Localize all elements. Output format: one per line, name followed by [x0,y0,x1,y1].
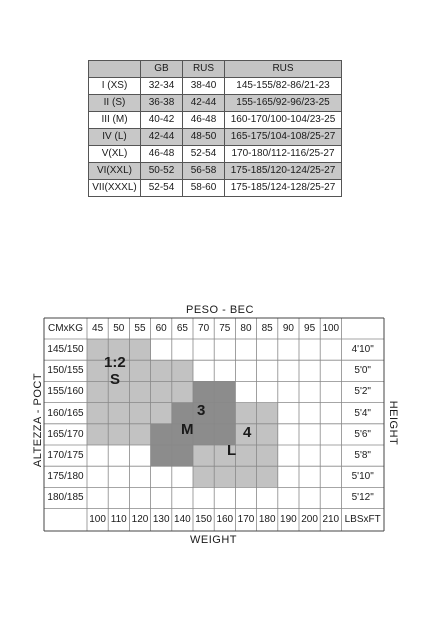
size-cell: V(XL) [89,146,141,163]
zone-m-area [214,381,235,402]
dims-cell: 175-185/124-128/25-27 [225,180,342,197]
kg-tick-label: 50 [113,323,125,334]
cm-tick-label: 145/150 [47,344,84,355]
zone-l-area [235,466,256,487]
ft-tick-label: 5'4" [354,407,371,419]
kg-tick-label: 70 [198,323,210,334]
zone-m-letter: M [181,421,194,438]
cm-tick-label: 155/160 [47,386,84,398]
dims-cell: 165-175/104-108/25-27 [225,129,342,146]
zone-m-area [193,424,214,445]
zone-m-area [172,445,193,466]
lbs-tick-label: 100 [89,513,106,525]
dims-cell: 175-185/120-124/25-27 [225,163,342,180]
chart-top-title: PESO - BEC [186,304,254,316]
size-cell: VI(XXL) [89,163,141,180]
zone-l-area [214,466,235,487]
size-cell: II (S) [89,95,141,112]
kg-tick-label: 55 [134,323,146,334]
lbs-tick-label: 140 [174,513,191,525]
zone-s-area [129,403,150,424]
zone-l-area [257,403,278,424]
rus-cell: 52-54 [183,146,225,163]
zone-l-area [257,466,278,487]
ft-tick-label: 5'6" [354,428,371,440]
chart-right-title: HEIGHT [387,400,399,446]
dims-cell: 160-170/100-104/23-25 [225,112,342,129]
gb-cell: 46-48 [141,146,183,163]
zone-m-area [193,381,214,402]
ft-tick-label: 5'10" [351,471,374,483]
zone-s-area [151,360,172,381]
kg-tick-label: 45 [92,323,104,334]
zone-s-area [129,381,150,402]
zone-s-number: 1:2 [104,354,126,371]
zone-s-area [108,424,129,445]
gb-cell: 40-42 [141,112,183,129]
gb-cell: 36-38 [141,95,183,112]
lbs-tick-label: 110 [110,513,127,525]
kg-tick-label: 65 [176,323,188,334]
zone-s-area [87,381,108,402]
cm-tick-label: 150/155 [47,365,84,377]
size-cell: I (XS) [89,78,141,95]
zone-s-letter: S [110,371,121,388]
kg-tick-label: 85 [261,323,273,334]
ft-tick-label: 5'12" [351,492,374,504]
kg-tick-label: 100 [322,323,340,334]
cm-tick-label: 180/185 [47,492,84,504]
zone-s-area [172,381,193,402]
kg-tick-label: 60 [155,323,167,334]
ft-tick-label: 5'0" [354,365,371,377]
rus-cell: 56-58 [183,163,225,180]
size-cell: VII(XXXL) [89,180,141,197]
zone-l-area [193,466,214,487]
zone-s-area [151,403,172,424]
gb-cell: 32-34 [141,78,183,95]
ft-tick-label: 4'10" [351,344,374,355]
zone-l-area [235,403,256,424]
kg-tick-label: 80 [240,323,252,334]
ft-tick-label: 5'2" [354,386,371,398]
lbs-tick-label: 190 [280,513,297,525]
rus-cell: 58-60 [183,180,225,197]
gb-cell: 52-54 [141,180,183,197]
lbs-tick-label: 120 [131,513,149,525]
kg-tick-label: 75 [219,323,231,334]
zone-s-area [129,339,150,360]
zone-l-area [257,445,278,466]
zone-s-area [129,360,150,381]
corner-bottom-label: LBSxFT [344,513,381,525]
zone-s-area [151,381,172,402]
dims-cell: 155-165/92-96/23-25 [225,95,342,112]
dims-cell: 145-155/82-86/21-23 [225,78,342,95]
zone-s-area [87,403,108,424]
cm-tick-label: 175/180 [47,471,84,483]
zone-l-area [257,424,278,445]
gb-cell: 50-52 [141,163,183,180]
lbs-tick-label: 180 [258,513,276,525]
zone-l-letter: L [227,442,237,459]
kg-tick-label: 95 [304,323,316,334]
chart-left-title: ALTEZZA - POCT [32,372,44,468]
ft-tick-label: 5'8" [354,450,371,461]
lbs-tick-label: 170 [237,513,255,525]
zone-m-number: 3 [197,402,206,419]
lbs-tick-label: 210 [322,513,340,525]
lbs-tick-label: 150 [195,513,212,525]
cm-tick-label: 165/170 [47,428,84,440]
rus-cell: 48-50 [183,129,225,146]
lbs-tick-label: 160 [216,513,234,525]
header-rus: RUS [183,61,225,78]
zone-s-area [129,424,150,445]
zone-s-area [172,360,193,381]
zone-l-area [235,445,256,466]
chart-bottom-title: WEIGHT [190,534,237,546]
zone-l-area [193,445,214,466]
zone-m-area [151,445,172,466]
cm-tick-label: 160/165 [47,407,84,419]
lbs-tick-label: 200 [301,513,318,525]
zone-m-area [151,424,172,445]
lbs-tick-label: 130 [152,513,170,525]
cm-tick-label: 170/175 [47,450,84,461]
zone-l-number: 4 [243,424,252,441]
zone-m-area [214,403,235,424]
corner-top-label: CMxKG [48,323,83,334]
rus-cell: 38-40 [183,78,225,95]
dims-cell: 170-180/112-116/25-27 [225,146,342,163]
zone-s-area [108,403,129,424]
rus-cell: 42-44 [183,95,225,112]
size-cell: IV (L) [89,129,141,146]
rus-cell: 46-48 [183,112,225,129]
gb-cell: 42-44 [141,129,183,146]
header-gb: GB [141,61,183,78]
header-rus-dims: RUS [225,61,342,78]
size-cell: III (M) [89,112,141,129]
zone-s-area [87,424,108,445]
kg-tick-label: 90 [282,323,294,334]
